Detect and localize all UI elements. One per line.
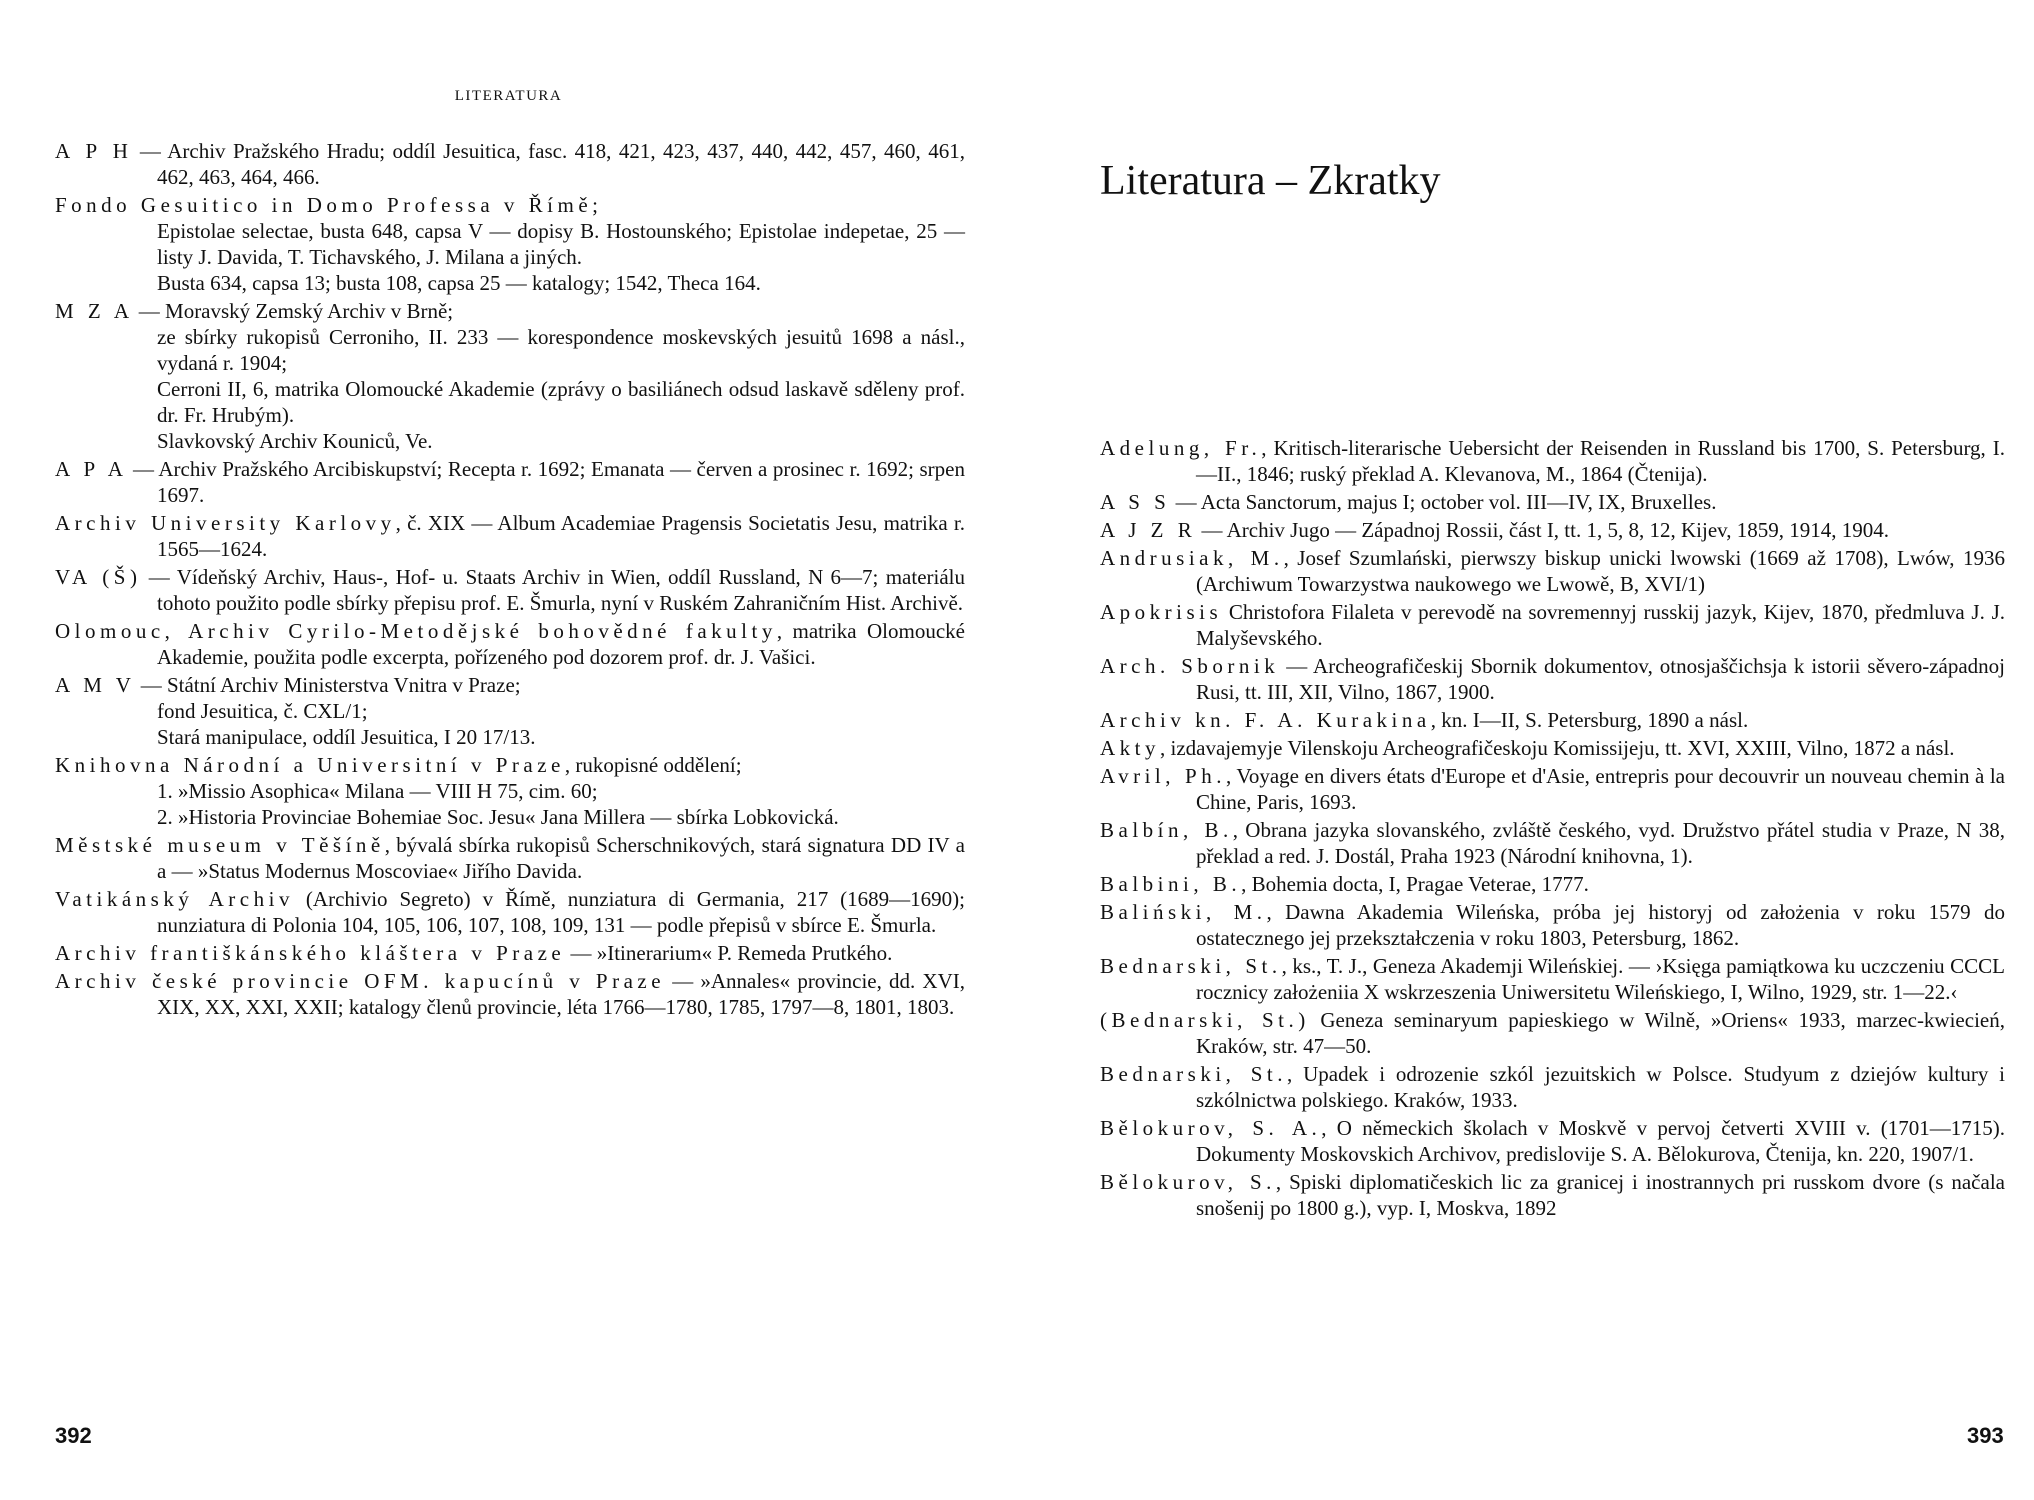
entry-text: (Archivio Segreto) v Římě, nunziatura di Germania, 217 (1689—1690); nunziatura di Polonia 104, 105, 106, 107, 108, 109, 131 — podle přepisů v sbírce E. Šmurla. xyxy=(157,887,965,937)
bibliography-entry xyxy=(1100,707,2005,733)
bibliography-entry xyxy=(1100,763,2005,815)
right-bibliography-list xyxy=(1100,435,2005,1223)
entry-text: , kn. I—II, S. Petersburg, 1890 a násl. xyxy=(1430,708,1749,732)
entry-heading: Akty xyxy=(1100,736,1160,760)
entry-heading: Balbini, B. xyxy=(1100,872,1242,896)
entry-text: , Voyage en divers états d'Europe et d'Asie, entrepris pour decouvrir un nouveau chemin à la Chine, Paris, 1693. xyxy=(1196,764,2005,814)
entry-subline: Epistolae selectae, busta 648, capsa V — dopisy B. Hostounského; Epistolae indepetae, 25 — listy J. Davida, T. Tichavského, J. Milana a jiných. xyxy=(157,219,965,269)
entry-text: — Archeografičeskij Sbornik dokumentov, otnosjaščichsja k istorii sěvero-západnoj Rusi, tt. III, XII, Vilno, 1867, 1900. xyxy=(1196,654,2005,704)
entry-heading: A J Z R xyxy=(1100,518,1197,542)
entry-subline: 1. »Missio Asophica« Milana — VIII H 75, cim. 60; xyxy=(157,779,598,803)
bibliography-entry xyxy=(1100,899,2005,951)
running-head: LITERATURA xyxy=(454,88,563,104)
entry-subline: Slavkovský Archiv Kouniců, Ve. xyxy=(157,429,433,453)
entry-heading: Olomouc, Archiv Cyrilo-Metodějské bohovědné fakulty xyxy=(55,619,777,643)
entry-heading: Arch. Sbornik xyxy=(1100,654,1280,678)
right-page xyxy=(1017,0,2034,1500)
entry-heading: Bělokurov, S. A. xyxy=(1100,1116,1322,1140)
bibliography-entry xyxy=(1100,1169,2005,1221)
bibliography-entry xyxy=(55,752,965,830)
bibliography-entry xyxy=(1100,599,2005,651)
entry-heading: Apokrisis xyxy=(1100,600,1223,624)
entry-heading: Balbín, B. xyxy=(1100,818,1233,842)
entry-text: , Obrana jazyka slovanského, zvláště českého, vyd. Družstvo přátel studia v Praze, N 38, překlad a red. J. Dostál, Praha 1923 (Národní knihovna, 1). xyxy=(1196,818,2005,868)
entry-heading: M Z A xyxy=(55,299,134,323)
bibliography-entry xyxy=(1100,1115,2005,1167)
entry-heading: Baliński, M. xyxy=(1100,900,1267,924)
bibliography-entry xyxy=(1100,1007,2005,1059)
entry-text: , izdavajemyje Vilenskoju Archeografičeskoju Komissijeju, tt. XVI, XXIII, Vilno, 1872 a násl. xyxy=(1160,736,1955,760)
entry-heading: (Bednarski, St.) xyxy=(1100,1008,1310,1032)
entry-heading: Bednarski, St. xyxy=(1100,1062,1288,1086)
entry-heading: VA (Š) xyxy=(55,565,142,589)
entry-heading: Adelung, Fr. xyxy=(1100,436,1262,460)
entry-heading: A P H xyxy=(55,139,133,163)
chapter-title: Literatura – Zkratky xyxy=(1100,158,1441,205)
entry-text: , bývalá sbírka rukopisů Scherschnikových, stará signatura DD IV a a — »Status Modernus Moscoviae« Jiřího Davida. xyxy=(157,833,965,883)
entry-text: , matrika Olomoucké Akademie, použita podle excerpta, pořízeného pod dozorem prof. dr. J. Vašici. xyxy=(157,619,965,669)
entry-heading: Andrusiak, M. xyxy=(1100,546,1284,570)
bibliography-entry xyxy=(1100,953,2005,1005)
bibliography-entry xyxy=(55,138,965,190)
bibliography-entry xyxy=(1100,435,2005,487)
entry-heading: A S S xyxy=(1100,490,1171,514)
entry-subline: Stará manipulace, oddíl Jesuitica, I 20 17/13. xyxy=(157,725,536,749)
entry-heading: Bednarski, St. xyxy=(1100,954,1282,978)
entry-text: Christofora Filaleta v perevodě na sovremennyj russkij jazyk, Kijev, 1870, předmluva J. J. Malyševského. xyxy=(1196,600,2005,650)
entry-heading: A P A xyxy=(55,457,128,481)
entry-text: , Kritisch-literarische Uebersicht der Reisenden in Russland bis 1700, S. Petersburg, I.—II., 1846; ruský překlad A. Klevanova, M., 1864 (Čtenija). xyxy=(1196,436,2005,486)
entry-text: — Moravský Zemský Archiv v Brně; xyxy=(133,299,454,323)
entry-heading: Archiv University Karlovy xyxy=(55,511,396,535)
entry-heading: Vatikánský Archiv xyxy=(55,887,294,911)
entry-heading: Archiv františkánského kláštera v Praze xyxy=(55,941,566,965)
bibliography-entry xyxy=(1100,817,2005,869)
entry-text: Geneza seminaryum papieskiego w Wilně, »Oriens« 1933, marzec-kwiecień, Kraków, str. 47—50. xyxy=(1196,1008,2005,1058)
entry-text: — Státní Archiv Ministerstva Vnitra v Praze; xyxy=(135,673,521,697)
bibliography-entry xyxy=(1100,653,2005,705)
bibliography-entry xyxy=(1100,545,2005,597)
entry-text: , Upadek i odrozenie szkól jezuitskich w Polsce. Studyum z dziejów kultury i szkólnictwa polskiego. Kraków, 1933. xyxy=(1196,1062,2005,1112)
entry-text: , rukopisné oddělení; xyxy=(564,753,742,777)
entry-heading: Bělokurov, S. xyxy=(1100,1170,1276,1194)
entry-text: , č. XIX — Album Academiae Pragensis Societatis Jesu, matrika r. 1565—1624. xyxy=(157,511,965,561)
entry-subline: Busta 634, capsa 13; busta 108, capsa 25 — katalogy; 1542, Theca 164. xyxy=(157,271,761,295)
bibliography-entry xyxy=(1100,1061,2005,1113)
bibliography-entry xyxy=(55,672,965,750)
entry-text: — Vídeňský Archiv, Haus-, Hof- u. Staats Archiv in Wien, oddíl Russland, N 6—7; materiálu tohoto použito podle sbírky přepisu prof. E. Šmurla, nyní v Ruském Zahraničním Hist. Archivě. xyxy=(141,565,965,615)
entry-subline: 2. »Historia Provinciae Bohemiae Soc. Jesu« Jana Millera — sbírka Lobkovická. xyxy=(157,805,839,829)
bibliography-entry xyxy=(55,832,965,884)
entry-text: — Archiv Jugo — Západnoj Rossii, část I, tt. 1, 5, 8, 12, Kijev, 1859, 1914, 1904. xyxy=(1196,518,1890,542)
entry-text: , Spiski diplomatičeskich lic za granicej i inostrannych pri russkom dvore (s načala snošenij po 1800 g.), vyp. I, Moskva, 1892 xyxy=(1196,1170,2005,1220)
bibliography-entry xyxy=(55,298,965,454)
bibliography-entry xyxy=(55,940,965,966)
bibliography-entry xyxy=(1100,871,2005,897)
entry-heading: A M V xyxy=(55,673,136,697)
entry-text: , Dawna Akademia Wileńska, próba jej historyj od założenia v roku 1579 do ostatecznego jej przekształczenia v roku 1803, Petersburg, 1862. xyxy=(1196,900,2005,950)
entry-heading: Městské museum v Těšíně xyxy=(55,833,385,857)
entry-text: , O německich školach v Moskvě v pervoj četverti XVIII v. (1701—1715). Dokumenty Moskovskich Archivov, predislovije S. A. Bělokurova, Čtenija, kn. 220, 1907/1. xyxy=(1196,1116,2005,1166)
entry-text: — Acta Sanctorum, majus I; october vol. III—IV, IX, Bruxelles. xyxy=(1170,490,1717,514)
bibliography-entry xyxy=(1100,489,2005,515)
entry-text: — Archiv Pražského Hradu; oddíl Jesuitica, fasc. 418, 421, 423, 437, 440, 442, 457, 460, 461, 462, 463, 464, 466. xyxy=(132,139,965,189)
entry-text: , ks., T. J., Geneza Akademji Wileńskiej. — ›Księga pamiątkowa ku uczczeniu CCCL rocznicy założeniia X wskrzeszenia Uniwersitetu Wileńskiego, I, Wilno, 1929, str. 1—22.‹ xyxy=(1196,954,2006,1004)
entry-subline: ze sbírky rukopisů Cerroniho, II. 233 — korespondence moskevských jesuitů 1698 a násl., vydaná r. 1904; xyxy=(157,325,965,375)
bibliography-entry xyxy=(55,192,965,296)
page-number-left: 392 xyxy=(55,1423,92,1448)
entry-text: — »Itinerarium« P. Remeda Prutkého. xyxy=(565,941,893,965)
entry-heading: Avril, Ph. xyxy=(1100,764,1226,788)
bibliography-entry xyxy=(1100,735,2005,761)
left-bibliography-list xyxy=(55,138,965,1022)
bibliography-entry xyxy=(55,456,965,508)
bibliography-entry xyxy=(55,618,965,670)
entry-text: — »Annales« provincie, dd. XVI, XIX, XX, XXI, XXII; katalogy členů provincie, léta 1766—1780, 1785, 1797—8, 1801, 1803. xyxy=(157,969,965,1019)
entry-heading: Archiv české provincie OFM. kapucínů v Praze xyxy=(55,969,666,993)
entry-text: , Josef Szumlański, pierwszy biskup unicki lwowski (1669 až 1708), Lwów, 1936 (Archiwum Towarzystwa naukowego we Lwowě, B, XVI/1) xyxy=(1196,546,2005,596)
bibliography-entry xyxy=(55,564,965,616)
entry-subline: Cerroni II, 6, matrika Olomoucké Akademie (zprávy o basiliánech odsud laskavě sděleny prof. dr. Fr. Hrubým). xyxy=(157,377,965,427)
bibliography-entry xyxy=(55,968,965,1020)
bibliography-entry xyxy=(1100,517,2005,543)
entry-text: — Archiv Pražského Arcibiskupství; Recepta r. 1692; Emanata — červen a prosinec r. 1692; srpen 1697. xyxy=(127,457,965,507)
page-number-right: 393 xyxy=(1967,1423,2004,1448)
entry-heading: Fondo Gesuitico in Domo Professa v Římě; xyxy=(55,193,603,217)
entry-text: , Bohemia docta, I, Pragae Veterae, 1777. xyxy=(1241,872,1589,896)
bibliography-entry xyxy=(55,510,965,562)
entry-heading: Knihovna Národní a Universitní v Praze xyxy=(55,753,565,777)
entry-heading: Archiv kn. F. A. Kurakina xyxy=(1100,708,1431,732)
entry-subline: fond Jesuitica, č. CXL/1; xyxy=(157,699,368,723)
bibliography-entry xyxy=(55,886,965,938)
